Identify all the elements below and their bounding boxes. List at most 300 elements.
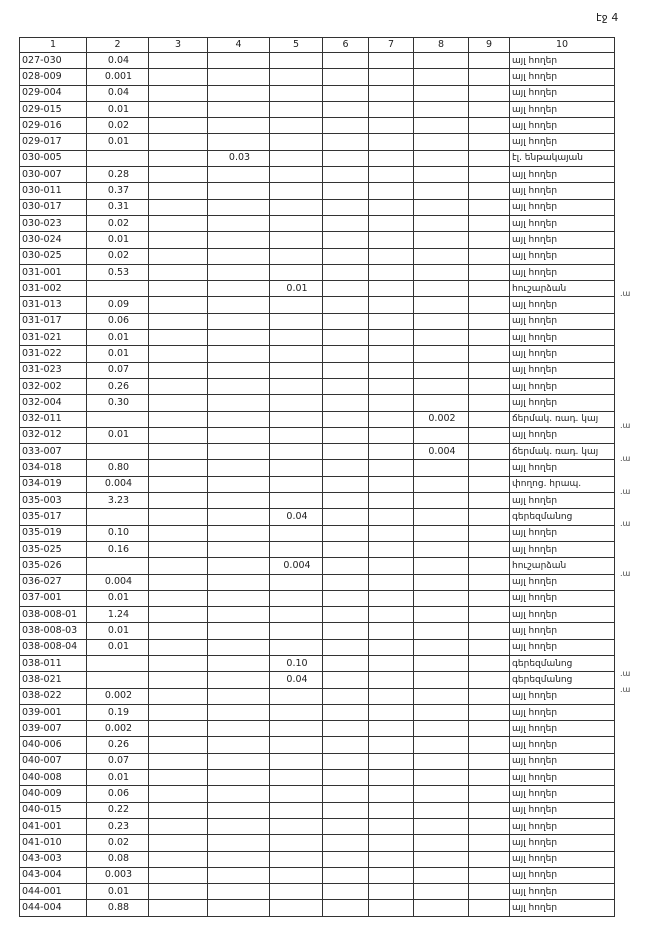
area-cell — [369, 215, 414, 231]
area-cell — [208, 753, 270, 769]
area-cell — [323, 444, 369, 460]
area-cell — [414, 737, 469, 753]
area-cell — [208, 737, 270, 753]
column-header-8: 8 — [414, 38, 469, 53]
area-cell — [323, 655, 369, 671]
area-cell — [208, 835, 270, 851]
area-cell — [323, 411, 369, 427]
area-cell — [469, 411, 510, 427]
area-cell — [323, 378, 369, 394]
area-cell — [469, 69, 510, 85]
margin-note: .ա — [620, 569, 631, 578]
area-cell — [270, 835, 323, 851]
area-cell — [208, 704, 270, 720]
column-header-5: 5 — [270, 38, 323, 53]
area-cell — [323, 493, 369, 509]
area-cell — [270, 900, 323, 916]
area-cell — [208, 574, 270, 590]
area-cell: 0.01 — [87, 623, 149, 639]
table-row — [20, 150, 615, 166]
area-cell — [270, 541, 323, 557]
area-cell — [369, 721, 414, 737]
table-row — [20, 721, 615, 737]
area-cell — [469, 215, 510, 231]
area-cell — [149, 639, 208, 655]
area-cell — [323, 346, 369, 362]
area-cell: 0.80 — [87, 460, 149, 476]
table-row — [20, 411, 615, 427]
area-cell — [323, 900, 369, 916]
parcel-code-cell: 032-004 — [20, 395, 87, 411]
table-row — [20, 444, 615, 460]
area-cell — [414, 590, 469, 606]
area-cell — [469, 150, 510, 166]
area-cell — [469, 232, 510, 248]
area-cell — [469, 362, 510, 378]
area-cell — [270, 313, 323, 329]
area-cell — [87, 655, 149, 671]
area-cell — [208, 493, 270, 509]
area-cell — [469, 167, 510, 183]
area-cell — [149, 395, 208, 411]
area-cell — [149, 574, 208, 590]
area-cell — [270, 150, 323, 166]
table-row — [20, 623, 615, 639]
area-cell — [414, 476, 469, 492]
table-row — [20, 101, 615, 117]
table-row — [20, 525, 615, 541]
area-cell — [469, 476, 510, 492]
area-cell — [270, 362, 323, 378]
area-cell — [270, 69, 323, 85]
table-row — [20, 248, 615, 264]
area-cell — [149, 264, 208, 280]
area-cell: 0.04 — [270, 509, 323, 525]
parcel-code-cell: 032-011 — [20, 411, 87, 427]
area-cell — [208, 541, 270, 557]
land-use-cell: այլ հողեր — [510, 851, 615, 867]
area-cell — [323, 460, 369, 476]
area-cell — [208, 134, 270, 150]
area-cell — [149, 460, 208, 476]
table-row — [20, 134, 615, 150]
table-row — [20, 655, 615, 671]
area-cell — [208, 851, 270, 867]
area-cell — [414, 167, 469, 183]
area-cell — [270, 574, 323, 590]
area-cell: 0.002 — [87, 688, 149, 704]
area-cell — [208, 395, 270, 411]
area-cell — [414, 900, 469, 916]
land-use-cell: այլ հողեր — [510, 264, 615, 280]
table-row — [20, 639, 615, 655]
parcel-code-cell: 038-008-01 — [20, 607, 87, 623]
area-cell — [369, 558, 414, 574]
parcel-code-cell: 031-002 — [20, 281, 87, 297]
area-cell — [369, 867, 414, 883]
parcel-code-cell: 038-021 — [20, 672, 87, 688]
parcel-code-cell: 035-003 — [20, 493, 87, 509]
area-cell — [323, 313, 369, 329]
table-row — [20, 199, 615, 215]
area-cell — [414, 85, 469, 101]
land-use-cell: այլ հողեր — [510, 199, 615, 215]
area-cell — [208, 53, 270, 69]
parcel-code-cell: 041-001 — [20, 818, 87, 834]
area-cell — [414, 134, 469, 150]
land-use-cell: այլ հողեր — [510, 721, 615, 737]
area-cell — [369, 639, 414, 655]
area-cell — [208, 248, 270, 264]
area-cell — [469, 851, 510, 867]
area-cell — [208, 101, 270, 117]
parcel-code-cell: 041-010 — [20, 835, 87, 851]
area-cell — [149, 150, 208, 166]
area-cell — [323, 53, 369, 69]
area-cell — [369, 818, 414, 834]
area-cell — [270, 460, 323, 476]
area-cell: 0.01 — [87, 101, 149, 117]
area-cell — [414, 330, 469, 346]
area-cell — [208, 378, 270, 394]
area-cell — [270, 884, 323, 900]
area-cell — [87, 672, 149, 688]
area-cell — [149, 101, 208, 117]
table-body — [20, 53, 615, 917]
land-use-cell: այլ հողեր — [510, 395, 615, 411]
land-use-cell: էլ. ենթակայան — [510, 150, 615, 166]
area-cell — [414, 150, 469, 166]
table-row — [20, 802, 615, 818]
area-cell — [469, 313, 510, 329]
area-cell — [414, 118, 469, 134]
area-cell — [87, 150, 149, 166]
area-cell — [469, 281, 510, 297]
area-cell — [270, 493, 323, 509]
table-row — [20, 607, 615, 623]
margin-note: .ա — [620, 454, 631, 463]
area-cell — [149, 199, 208, 215]
area-cell — [414, 607, 469, 623]
area-cell: 1.24 — [87, 607, 149, 623]
area-cell — [369, 378, 414, 394]
area-cell — [369, 199, 414, 215]
area-cell — [369, 101, 414, 117]
area-cell — [323, 704, 369, 720]
land-use-cell: այլ հողեր — [510, 69, 615, 85]
area-cell — [469, 493, 510, 509]
parcel-code-cell: 043-004 — [20, 867, 87, 883]
land-use-cell: այլ հողեր — [510, 330, 615, 346]
parcel-code-cell: 031-001 — [20, 264, 87, 280]
area-cell — [149, 541, 208, 557]
area-cell — [414, 183, 469, 199]
area-cell: 0.01 — [87, 330, 149, 346]
area-cell — [469, 297, 510, 313]
margin-note: .ա — [620, 289, 631, 298]
area-cell — [369, 688, 414, 704]
area-cell — [369, 53, 414, 69]
area-cell — [208, 867, 270, 883]
table-row — [20, 672, 615, 688]
land-use-cell: գերեզմանոց — [510, 672, 615, 688]
table-row — [20, 493, 615, 509]
area-cell — [149, 509, 208, 525]
area-cell — [208, 118, 270, 134]
area-cell — [270, 297, 323, 313]
parcel-code-cell: 029-004 — [20, 85, 87, 101]
table-row — [20, 427, 615, 443]
margin-note: .ա — [620, 669, 631, 678]
area-cell — [369, 704, 414, 720]
area-cell — [208, 884, 270, 900]
parcel-code-cell: 029-016 — [20, 118, 87, 134]
area-cell — [323, 884, 369, 900]
table-row — [20, 297, 615, 313]
table-row — [20, 362, 615, 378]
table-row — [20, 53, 615, 69]
area-cell — [323, 427, 369, 443]
area-cell — [469, 248, 510, 264]
area-cell — [469, 688, 510, 704]
area-cell — [323, 232, 369, 248]
area-cell — [323, 607, 369, 623]
area-cell — [208, 786, 270, 802]
table-row — [20, 737, 615, 753]
parcel-code-cell: 035-017 — [20, 509, 87, 525]
table-row — [20, 215, 615, 231]
area-cell — [414, 362, 469, 378]
area-cell — [149, 53, 208, 69]
area-cell — [270, 444, 323, 460]
area-cell — [369, 770, 414, 786]
area-cell — [323, 101, 369, 117]
area-cell — [149, 704, 208, 720]
area-cell — [270, 802, 323, 818]
area-cell — [149, 411, 208, 427]
area-cell: 0.26 — [87, 378, 149, 394]
area-cell — [149, 362, 208, 378]
parcel-code-cell: 031-021 — [20, 330, 87, 346]
parcel-code-cell: 029-017 — [20, 134, 87, 150]
parcel-code-cell: 032-012 — [20, 427, 87, 443]
area-cell: 0.003 — [87, 867, 149, 883]
column-header-4: 4 — [208, 38, 270, 53]
table-row — [20, 330, 615, 346]
area-cell: 0.01 — [87, 590, 149, 606]
area-cell — [469, 672, 510, 688]
area-cell — [149, 835, 208, 851]
area-cell — [414, 655, 469, 671]
area-cell — [469, 802, 510, 818]
area-cell — [208, 444, 270, 460]
parcel-code-cell: 028-009 — [20, 69, 87, 85]
area-cell — [208, 313, 270, 329]
area-cell: 0.28 — [87, 167, 149, 183]
area-cell — [323, 802, 369, 818]
area-cell — [208, 297, 270, 313]
area-cell — [369, 330, 414, 346]
column-header-10: 10 — [510, 38, 615, 53]
area-cell — [369, 900, 414, 916]
land-use-cell: այլ հողեր — [510, 297, 615, 313]
area-cell — [469, 655, 510, 671]
area-cell — [323, 867, 369, 883]
area-cell — [270, 232, 323, 248]
area-cell — [323, 183, 369, 199]
land-use-cell: այլ հողեր — [510, 313, 615, 329]
area-cell — [149, 281, 208, 297]
area-cell — [323, 69, 369, 85]
parcel-code-cell: 034-019 — [20, 476, 87, 492]
land-use-cell: այլ հողեր — [510, 818, 615, 834]
area-cell — [208, 167, 270, 183]
area-cell — [270, 378, 323, 394]
area-cell: 0.10 — [87, 525, 149, 541]
area-cell — [87, 558, 149, 574]
parcel-code-cell: 039-007 — [20, 721, 87, 737]
area-cell — [323, 574, 369, 590]
area-cell: 0.002 — [87, 721, 149, 737]
area-cell: 0.22 — [87, 802, 149, 818]
area-cell: 0.02 — [87, 248, 149, 264]
area-cell — [369, 297, 414, 313]
area-cell — [469, 623, 510, 639]
area-cell — [208, 281, 270, 297]
area-cell — [469, 737, 510, 753]
table-row — [20, 118, 615, 134]
area-cell — [270, 818, 323, 834]
area-cell — [149, 786, 208, 802]
area-cell — [149, 721, 208, 737]
area-cell — [414, 248, 469, 264]
area-cell — [208, 85, 270, 101]
area-cell — [469, 118, 510, 134]
area-cell — [323, 395, 369, 411]
table-row — [20, 167, 615, 183]
area-cell — [208, 199, 270, 215]
area-cell — [149, 476, 208, 492]
land-use-cell: այլ հողեր — [510, 900, 615, 916]
area-cell — [270, 851, 323, 867]
area-cell — [149, 346, 208, 362]
area-cell — [469, 884, 510, 900]
area-cell — [270, 753, 323, 769]
area-cell — [323, 688, 369, 704]
area-cell — [208, 639, 270, 655]
parcel-code-cell: 040-008 — [20, 770, 87, 786]
land-use-cell: այլ հողեր — [510, 835, 615, 851]
land-use-cell: այլ հողեր — [510, 688, 615, 704]
area-cell — [149, 183, 208, 199]
area-cell — [414, 574, 469, 590]
area-cell — [149, 851, 208, 867]
table-row — [20, 378, 615, 394]
area-cell — [414, 427, 469, 443]
area-cell — [414, 69, 469, 85]
margin-note: .ա — [620, 519, 631, 528]
area-cell: 0.23 — [87, 818, 149, 834]
area-cell — [369, 85, 414, 101]
area-cell — [208, 183, 270, 199]
area-cell — [469, 900, 510, 916]
area-cell — [414, 215, 469, 231]
land-use-cell: այլ հողեր — [510, 427, 615, 443]
area-cell — [469, 786, 510, 802]
area-cell — [414, 721, 469, 737]
area-cell: 0.02 — [87, 835, 149, 851]
land-use-cell: այլ հողեր — [510, 884, 615, 900]
land-use-cell: ճերմակ. ռադ. կայ — [510, 411, 615, 427]
area-cell — [270, 688, 323, 704]
area-cell — [149, 493, 208, 509]
land-use-cell: հուշարձան — [510, 281, 615, 297]
area-cell — [208, 672, 270, 688]
area-cell — [369, 786, 414, 802]
area-cell — [270, 590, 323, 606]
area-cell — [369, 167, 414, 183]
land-use-cell: այլ հողեր — [510, 867, 615, 883]
area-cell: 0.01 — [87, 427, 149, 443]
table-row — [20, 867, 615, 883]
area-cell — [369, 264, 414, 280]
area-cell — [414, 672, 469, 688]
land-use-cell: այլ հողեր — [510, 167, 615, 183]
area-cell — [323, 248, 369, 264]
area-cell — [270, 134, 323, 150]
area-cell — [323, 264, 369, 280]
area-cell — [469, 639, 510, 655]
area-cell: 0.04 — [87, 53, 149, 69]
parcel-code-cell: 040-006 — [20, 737, 87, 753]
area-cell — [414, 346, 469, 362]
area-cell: 0.04 — [270, 672, 323, 688]
land-use-cell: հուշարձան — [510, 558, 615, 574]
area-cell — [323, 541, 369, 557]
land-use-cell: այլ հողեր — [510, 607, 615, 623]
area-cell — [149, 753, 208, 769]
area-cell: 0.01 — [87, 232, 149, 248]
area-cell — [414, 493, 469, 509]
area-cell — [469, 753, 510, 769]
area-cell — [414, 704, 469, 720]
area-cell: 0.02 — [87, 118, 149, 134]
area-cell — [323, 835, 369, 851]
area-cell — [369, 69, 414, 85]
parcel-code-cell: 031-022 — [20, 346, 87, 362]
area-cell — [414, 639, 469, 655]
area-cell — [149, 69, 208, 85]
area-cell — [369, 574, 414, 590]
area-cell — [149, 215, 208, 231]
parcel-code-cell: 030-023 — [20, 215, 87, 231]
area-cell — [469, 444, 510, 460]
area-cell — [270, 346, 323, 362]
land-use-cell: այլ հողեր — [510, 183, 615, 199]
area-cell: 0.37 — [87, 183, 149, 199]
area-cell — [369, 509, 414, 525]
area-cell: 0.26 — [87, 737, 149, 753]
area-cell — [208, 69, 270, 85]
parcel-code-cell: 030-007 — [20, 167, 87, 183]
parcel-code-cell: 040-007 — [20, 753, 87, 769]
area-cell: 0.001 — [87, 69, 149, 85]
area-cell: 0.09 — [87, 297, 149, 313]
area-cell — [149, 167, 208, 183]
table-row — [20, 264, 615, 280]
area-cell — [208, 411, 270, 427]
parcel-code-cell: 038-008-03 — [20, 623, 87, 639]
